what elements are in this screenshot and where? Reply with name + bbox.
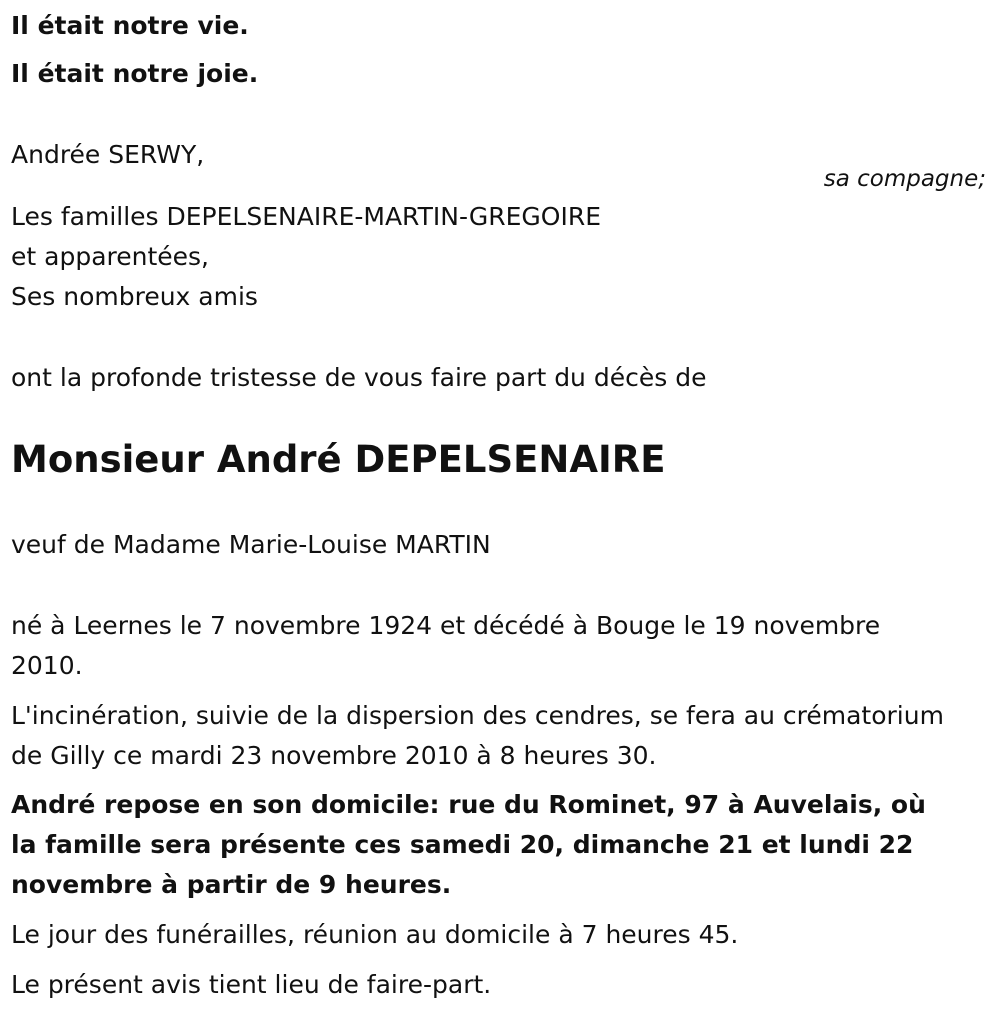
- cremation-paragraph: L'incinération, suivie de la dispersion des cendres, se fera au crématorium de Gilly ce mardi 23 novembre 2010 à 8 heures 30.: [11, 701, 944, 770]
- closing-paragraph: Le présent avis tient lieu de faire-part.: [11, 970, 492, 999]
- widower-line: veuf de Madame Marie-Louise MARTIN: [11, 530, 491, 559]
- companion-role: sa compagne;: [823, 166, 986, 192]
- families-line-1: Les familles DEPELSENAIRE-MARTIN-GREGOIRE: [11, 202, 602, 231]
- deceased-name: Monsieur André DEPELSENAIRE: [11, 438, 666, 481]
- rest-paragraph: André repose en son domicile: rue du Rominet, 97 à Auvelais, où la famille sera présente ces samedi 20, dimanche 21 et lundi 22 novembre à partir de 9 heures.: [11, 790, 926, 899]
- companion-name: Andrée SERWY,: [11, 140, 205, 169]
- friends-line: Ses nombreux amis: [11, 282, 258, 311]
- families-line-2: et apparentées,: [11, 242, 209, 271]
- announcement-line: ont la profonde tristesse de vous faire part du décès de: [11, 363, 707, 392]
- header-line-1: Il était notre vie.: [11, 11, 249, 40]
- header-line-2: Il était notre joie.: [11, 59, 259, 88]
- funeral-day-paragraph: Le jour des funérailles, réunion au domicile à 7 heures 45.: [11, 920, 739, 949]
- birth-death-paragraph: né à Leernes le 7 novembre 1924 et décédé à Bouge le 19 novembre 2010.: [11, 611, 881, 680]
